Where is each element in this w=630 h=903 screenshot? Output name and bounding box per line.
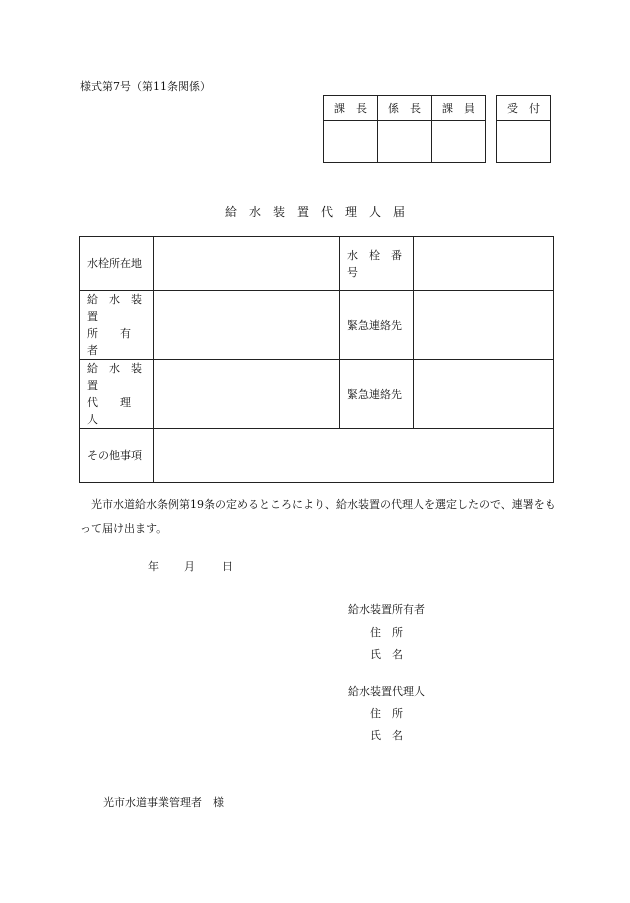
approval-header-subsection-chief: 係 長 [378,96,432,121]
label-other-matters: その他事項 [80,429,154,483]
form-number: 様式第7号（第11条関係） [80,80,211,93]
date-line [148,558,233,574]
stamp-box-section-chief[interactable] [324,121,378,163]
document-title: 給 水 装 置 代 理 人 届 [224,205,405,219]
row-other [80,429,554,483]
field-agent-emergency-contact[interactable] [414,360,554,429]
row-faucet [80,237,554,291]
label-faucet-location: 水栓所在地 [80,237,154,291]
date-month-label: 月 [184,560,195,573]
form-table [79,236,554,483]
label-agent: 給 水 装 置 代 理 人 [80,360,154,429]
owner-heading: 給水装置所有者 [348,603,425,616]
owner-address-label: 住 所 [370,626,403,639]
agent-name-label: 氏 名 [370,729,403,742]
approval-header-section-chief: 課 長 [324,96,378,121]
row-agent [80,360,554,429]
receipt-header: 受 付 [497,96,551,121]
owner-name-label: 氏 名 [370,648,403,661]
agent-address-label: 住 所 [370,707,403,720]
label-faucet-number: 水 栓 番 号 [340,237,414,291]
approval-boxes [323,95,486,163]
date-year-label: 年 [148,560,159,573]
label-owner: 給 水 装 置 所 有 者 [80,291,154,360]
addressee: 光市水道事業管理者 様 [103,796,224,809]
receipt-box [496,95,551,163]
stamp-box-receipt[interactable] [497,121,551,163]
stamp-box-staff[interactable] [432,121,486,163]
approval-header-staff: 課 員 [432,96,486,121]
agent-heading: 給水装置代理人 [348,685,425,698]
field-other-matters[interactable] [154,429,554,483]
declaration-text: 光市水道給水条例第19条の定めるところにより、給水装置の代理人を選定したので、連署をもって届け出ます。 [80,498,556,535]
date-day-label: 日 [222,560,233,573]
field-faucet-location[interactable] [154,237,340,291]
field-faucet-number[interactable] [414,237,554,291]
field-owner[interactable] [154,291,340,360]
label-agent-emergency-contact: 緊急連絡先 [340,360,414,429]
field-agent[interactable] [154,360,340,429]
row-owner [80,291,554,360]
field-owner-emergency-contact[interactable] [414,291,554,360]
stamp-box-subsection-chief[interactable] [378,121,432,163]
label-owner-emergency-contact: 緊急連絡先 [340,291,414,360]
